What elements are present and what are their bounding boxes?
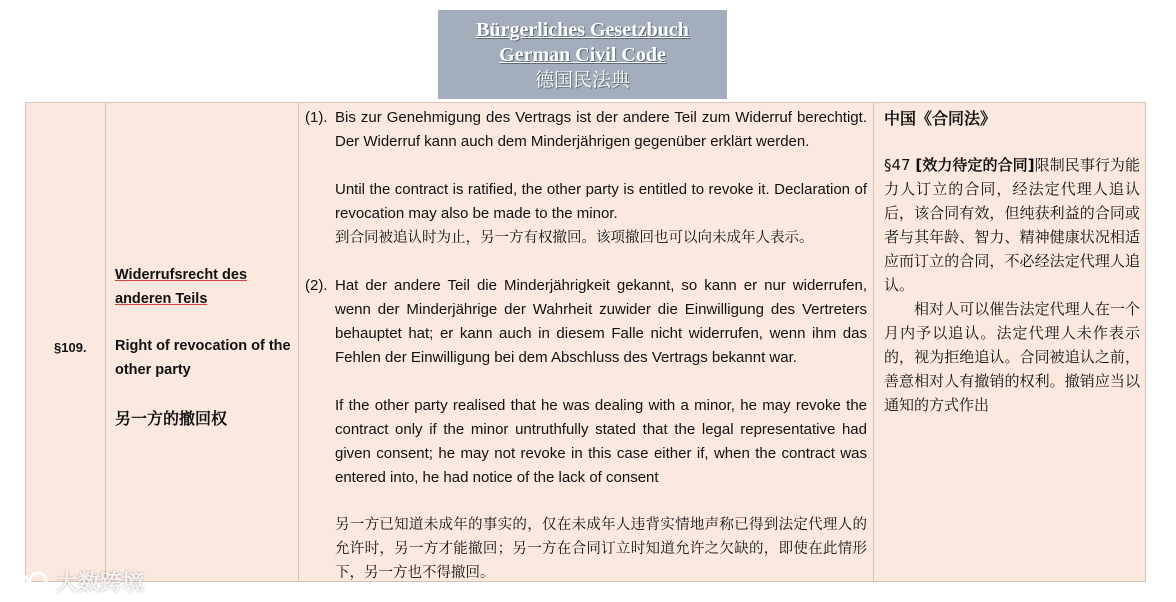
section-number: §109. [54, 340, 87, 355]
paragraph-number-1: (1). [305, 109, 328, 126]
article-number: §47 [884, 156, 911, 174]
paragraph-1-chinese: 到合同被追认时为止，另一方有权撤回。该项撤回也可以向未成年人表示。 [335, 230, 814, 246]
article-title: [效力待定的合同] [915, 156, 1035, 174]
paragraph-number-2: (2). [305, 277, 328, 294]
watermark-text: 大数跨境 [56, 571, 145, 596]
paragraph-1-german: Bis zur Genehmigung des Vertrags ist der andere Teil zum Widerruf berechtigt. Der Widerruf kann auch dem Minderjährigen gegenüber erklärt werden. [335, 109, 867, 150]
title-chinese: 另一方的撤回权 [115, 409, 228, 428]
title-column [106, 103, 299, 581]
watermark-logo-icon [10, 570, 50, 594]
section-column [26, 103, 106, 581]
china-law-column [874, 103, 1146, 581]
title-banner [438, 10, 727, 99]
banner-title-english: German Civil Code [499, 43, 666, 66]
watermark [10, 566, 144, 597]
article-text-1: 限制民事行为能力人订立的合同，经法定代理人追认后，该合同有效，但纯获利益的合同或者与其年龄、智力、精神健康状况相适应而订立的合同，不必经法定代理人追认。 [884, 156, 1140, 294]
paragraph-2-german: Hat der andere Teil die Minderjährigkeit gekannt, so kann er nur widerrufen, wenn der Minderjährige der Wahrheit zuwider die Einwilligung des Vertreters behauptet hat; er kann auch in diesem Falle nicht widerrufen, wenn ihm das Fehlen der Einwilligung bei dem Abschluss des Vertrags bekannt war. [335, 277, 867, 366]
banner-title-chinese: 德国民法典 [534, 68, 630, 91]
title-german: Widerrufsrecht des anderen Teils [115, 267, 248, 307]
paragraph-2-chinese: 另一方已知道未成年的事实的，仅在未成年人违背实情地声称已得到法定代理人的允许时，另一方才能撤回；另一方在合同订立时知道允许之欠缺的，即使在此情形下，另一方也不得撤回。 [335, 517, 867, 581]
title-english: Right of revocation of the other party [115, 338, 291, 378]
article-text-2: 相对人可以催告法定代理人在一个月内予以追认。法定代理人未作表示的，视为拒绝追认。合同被追认之前，善意相对人有撤销的权利。撤销应当以通知的方式作出 [884, 300, 1140, 414]
china-law-heading: 中国《合同法》 [884, 109, 997, 128]
text-column [299, 103, 874, 581]
china-law-text [884, 153, 1140, 417]
paragraph-2-english: If the other party realised that he was dealing with a minor, he may revoke the contract only if the minor untruthfully stated that the legal representative had given consent; he may not revoke in this case either if, when the contract was entered into, he had notice of the lack of consent [335, 397, 867, 486]
law-table [25, 102, 1146, 582]
paragraph-1-english: Until the contract is ratified, the other party is entitled to revoke it. Declaration of revocation may also be made to the minor. [335, 181, 867, 222]
banner-title-german: Bürgerliches Gesetzbuch [476, 18, 689, 41]
